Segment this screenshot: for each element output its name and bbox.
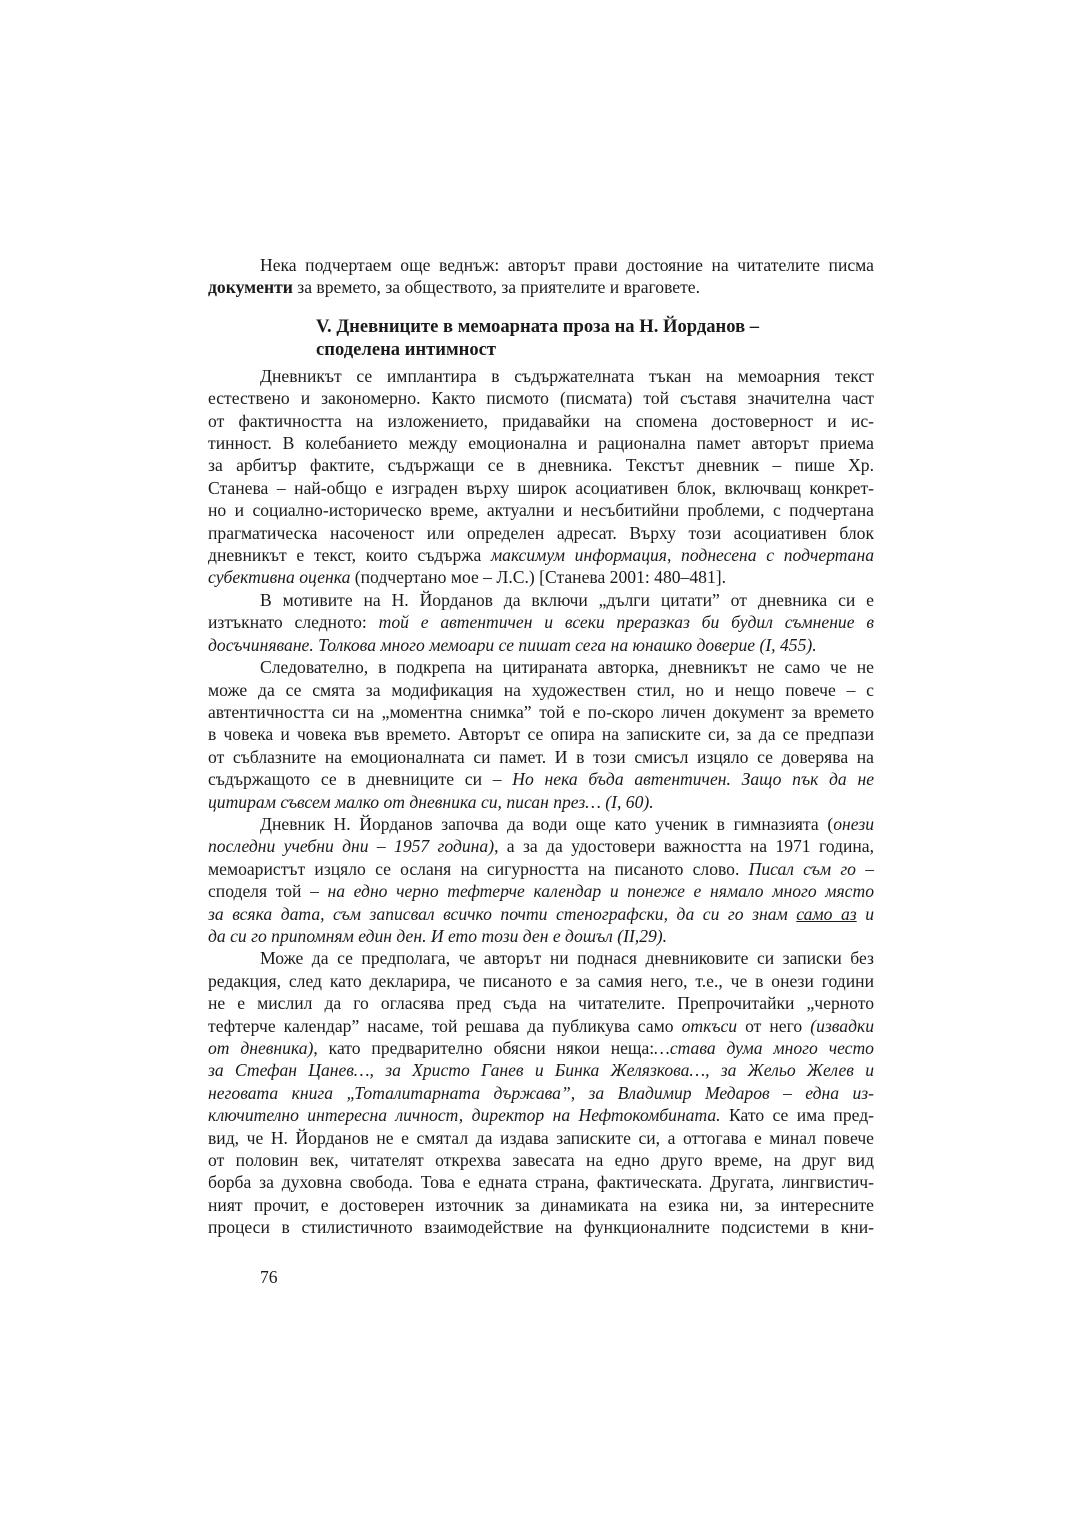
underlined-phrase: само аз bbox=[796, 903, 857, 924]
text-line: в човека и човека във времето. Авторът се опира на записките си, за да се предпази bbox=[208, 724, 874, 745]
text-line: съдържащото се в дневниците си – Но нека бъда автентичен. Защо пък да не bbox=[208, 769, 875, 790]
text-line: тефтерче календар” насаме, той решава да публикува само откъси от него (извадки bbox=[208, 1015, 874, 1036]
text-line: процеси в стилистичното взаимодействие на функционалните подсистеми в кни- bbox=[208, 1217, 874, 1238]
heading-line: споделена интимност bbox=[316, 338, 497, 360]
text-line: може да се смята за модификация на художествен стил, но и нещо повече – с bbox=[208, 679, 874, 700]
text-line: не е мислил да го огласява пред съда на читателите. Препрочитайки „черното bbox=[208, 993, 874, 1014]
text-line: редакция, след като декларира, че писаното е за самия него, т.е., че в онези години bbox=[208, 970, 874, 991]
text-line: автентичността си на „моментна снимка” той е по-скоро личен документ за времето bbox=[208, 701, 874, 722]
text-line: Нека подчертаем още веднъж: авторът прави достояние на читателите писма bbox=[260, 255, 874, 275]
section-heading bbox=[208, 315, 874, 361]
text-line: Станева – най-общо е изграден върху широк асоциативен блок, включващ конкрет- bbox=[208, 477, 874, 498]
text-line: ключително интересна личност, директор на Нефтокомбината. Като се има пред- bbox=[208, 1105, 875, 1126]
intro-paragraph bbox=[208, 254, 874, 299]
text-line: споделя той – на едно черно тефтерче календар и понеже е нямало много място bbox=[208, 881, 874, 902]
text-line: досъчиняване. Толкова много мемоари се пишат сега на юнашко доверие (I, 455). bbox=[208, 634, 817, 655]
text-line: документи за времето, за обществото, за приятелите и враговете. bbox=[208, 277, 700, 298]
text-line: от фактичността на изложението, придавайки на спомена достоверност и ис- bbox=[208, 410, 874, 431]
page-number: 76 bbox=[260, 1267, 278, 1287]
body-text bbox=[208, 254, 874, 1239]
text-line: тинност. В колебанието между емоционална и рационална памет авторът приема bbox=[208, 433, 874, 454]
text-line: мемоаристът изцяло се осланя на сигурността на писаното слово. Писал съм го – bbox=[208, 858, 874, 879]
paragraph bbox=[208, 365, 874, 589]
text-line: изтъкнато следното: той е автентичен и всеки преразказ би будил съмнение в bbox=[208, 612, 874, 633]
paragraph bbox=[208, 813, 874, 947]
text-line: от половин век, читателят открехва завесата на едно друго време, на друг вид bbox=[208, 1150, 874, 1171]
text-line: дневникът е текст, които съдържа максимум информация, поднесена с подчертана bbox=[208, 545, 874, 566]
text-line: да си го припомням един ден. И ето този ден е дошъл (II,29). bbox=[208, 925, 668, 946]
text-line: В мотивите на Н. Йорданов да включи „дълги цитати” от дневника си е bbox=[260, 589, 874, 610]
text-line: за арбитър фактите, съдържащи се в дневника. Текстът дневник – пише Хр. bbox=[208, 455, 874, 476]
text-line: цитирам съвсем малко от дневника си, писан през… (I, 60). bbox=[208, 791, 654, 812]
text-line: за Стефан Цанев…, за Христо Ганев и Бинка Желязкова…, за Жельо Желев и bbox=[208, 1060, 874, 1081]
text-line: последни учебни дни – 1957 година), а за да удостовери важността на 1971 година, bbox=[208, 836, 874, 857]
text-line: за всяка дата, съм записвал всичко почти стенографски, да си го знам само аз и bbox=[208, 903, 874, 924]
text-line: от съблазните на емоционалната си памет. И в този смисъл изцяло се доверява на bbox=[208, 746, 874, 767]
text-line: вид, че Н. Йорданов не е смятал да издава записките си, а оттогава е минал повече bbox=[208, 1127, 874, 1148]
text-line: Следователно, в подкрепа на цитираната авторка, дневникът не само че не bbox=[260, 657, 874, 678]
paragraph bbox=[208, 589, 874, 656]
text-line: Дневник Н. Йорданов започва да води още като ученик в гимназията (онези bbox=[260, 813, 874, 834]
heading-line: V. Дневниците в мемоарната проза на Н. Йорданов – bbox=[316, 315, 760, 337]
bold-term: документи bbox=[208, 277, 293, 298]
paragraph bbox=[208, 656, 874, 813]
text-line: субективна оценка (подчертано мое – Л.С.) [Станева 2001: 480–481]. bbox=[208, 567, 726, 588]
text-line: естествено и закономерно. Както писмото (писмата) той съставя значителна част bbox=[208, 388, 874, 409]
text-line: но и социално-историческо време, актуални и несъбитийни проблеми, с подчертана bbox=[208, 500, 874, 521]
text-line: прагматическа насоченост или определен адресат. Върху този асоциативен блок bbox=[208, 522, 874, 543]
text-line: Дневникът се имплантира в съдържателната тъкан на мемоарния текст bbox=[260, 365, 874, 386]
text-line: ният прочит, е достоверен източник за динамиката на езика ни, за интересните bbox=[208, 1194, 874, 1215]
paragraph bbox=[208, 947, 874, 1238]
text-line: Може да се предполага, че авторът ни поднася дневниковите си записки без bbox=[260, 948, 874, 969]
text-line: от дневника), като предварително обясни някои неща:…става дума много често bbox=[208, 1038, 874, 1058]
text-line: борба за духовна свобода. Това е едната страна, фактическата. Другата, лингвистич- bbox=[208, 1172, 874, 1193]
text-line: неговата книга „Тоталитарната държава”, за Владимир Медаров – една из- bbox=[208, 1082, 874, 1103]
